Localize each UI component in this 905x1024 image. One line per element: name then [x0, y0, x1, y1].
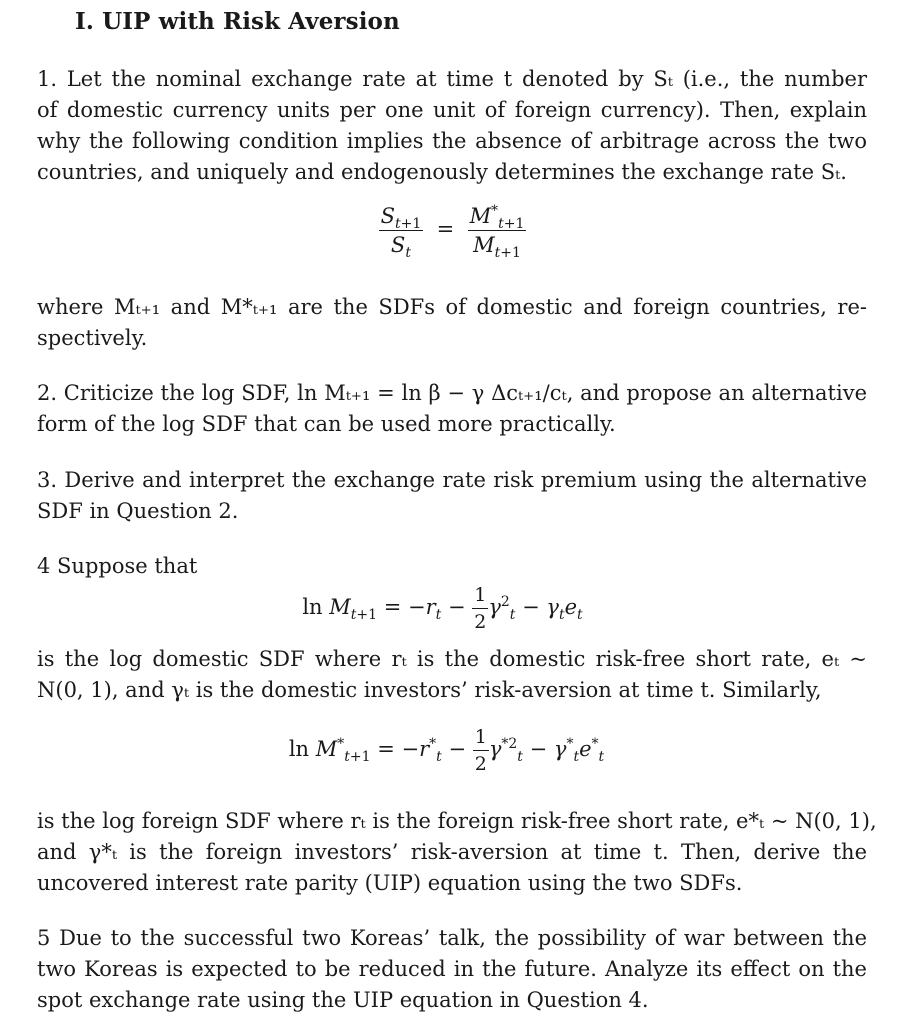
q1-after-line-2: spectively.	[37, 326, 148, 350]
q4-intro: 4 Suppose that	[37, 554, 198, 578]
section-title: I. UIP with Risk Aversion	[75, 8, 400, 35]
q4-equation-foreign: $\ln M^*_{t+1} = -r^*_t$ − $\frac{1}{2}$ $\gamma^{*2}_t - \gamma^*_te^*_t$	[288, 726, 605, 775]
q4-equation-domestic: $\ln M_{t+1} = -r_t$ − $\frac{1}{2}$ $\gamma^2_t - \gamma_te_t$	[302, 584, 583, 633]
q4-end-line-2: and γ*ₜ is the foreign investors’ risk-aversion at time t. Then, derive the	[37, 840, 867, 864]
question-1-after	[37, 292, 867, 354]
q5-line-1: 5 Due to the successful two Koreas’ talk, the possibility of war between the	[37, 926, 867, 950]
q5-line-3: spot exchange rate using the UIP equation in Question 4.	[37, 988, 649, 1012]
q1-line-3: why the following condition implies the absence of arbitrage across the two	[37, 129, 867, 153]
q4-end-line-1: is the log foreign SDF where rₜ is the foreign risk-free short rate, e*ₜ ~ N(0, 1),	[37, 809, 877, 833]
question-5-text	[37, 923, 867, 1016]
q1-equation: $\frac{S_{t+1}}{S_t}$ = $\frac{M^*_{t+1}}{M_{t+1}}$	[380, 203, 525, 262]
question-4-end	[37, 806, 877, 899]
q2-line-1: 2. Criticize the log SDF, ln Mₜ₊₁ = ln β − γ Δcₜ₊₁/cₜ, and propose an alternative	[37, 381, 867, 405]
q3-line-2: SDF in Question 2.	[37, 499, 239, 523]
question-1-text	[37, 64, 867, 188]
question-4-intro	[37, 551, 867, 582]
q4-end-line-3: uncovered interest rate parity (UIP) equation using the two SDFs.	[37, 871, 743, 895]
question-3-text	[37, 465, 867, 527]
q1-after-line-1: where Mₜ₊₁ and M*ₜ₊₁ are the SDFs of domestic and foreign countries, re-	[37, 295, 867, 319]
q4-mid-line-1: is the log domestic SDF where rₜ is the domestic risk-free short rate, eₜ ~	[37, 647, 867, 671]
q1-line-1: 1. Let the nominal exchange rate at time t denoted by Sₜ (i.e., the number	[37, 67, 867, 91]
question-2-text	[37, 378, 867, 440]
q4-mid-line-2: N(0, 1), and γₜ is the domestic investors’ risk-aversion at time t. Similarly,	[37, 678, 822, 702]
q2-line-2: form of the log SDF that can be used more practically.	[37, 412, 616, 436]
q1-line-2: of domestic currency units per one unit of foreign currency). Then, explain	[37, 98, 867, 122]
question-4-mid	[37, 644, 867, 706]
q5-line-2: two Koreas is expected to be reduced in the future. Analyze its effect on the	[37, 957, 867, 981]
q1-line-4: countries, and uniquely and endogenously determines the exchange rate Sₜ.	[37, 160, 847, 184]
q3-line-1: 3. Derive and interpret the exchange rate risk premium using the alternative	[37, 468, 867, 492]
